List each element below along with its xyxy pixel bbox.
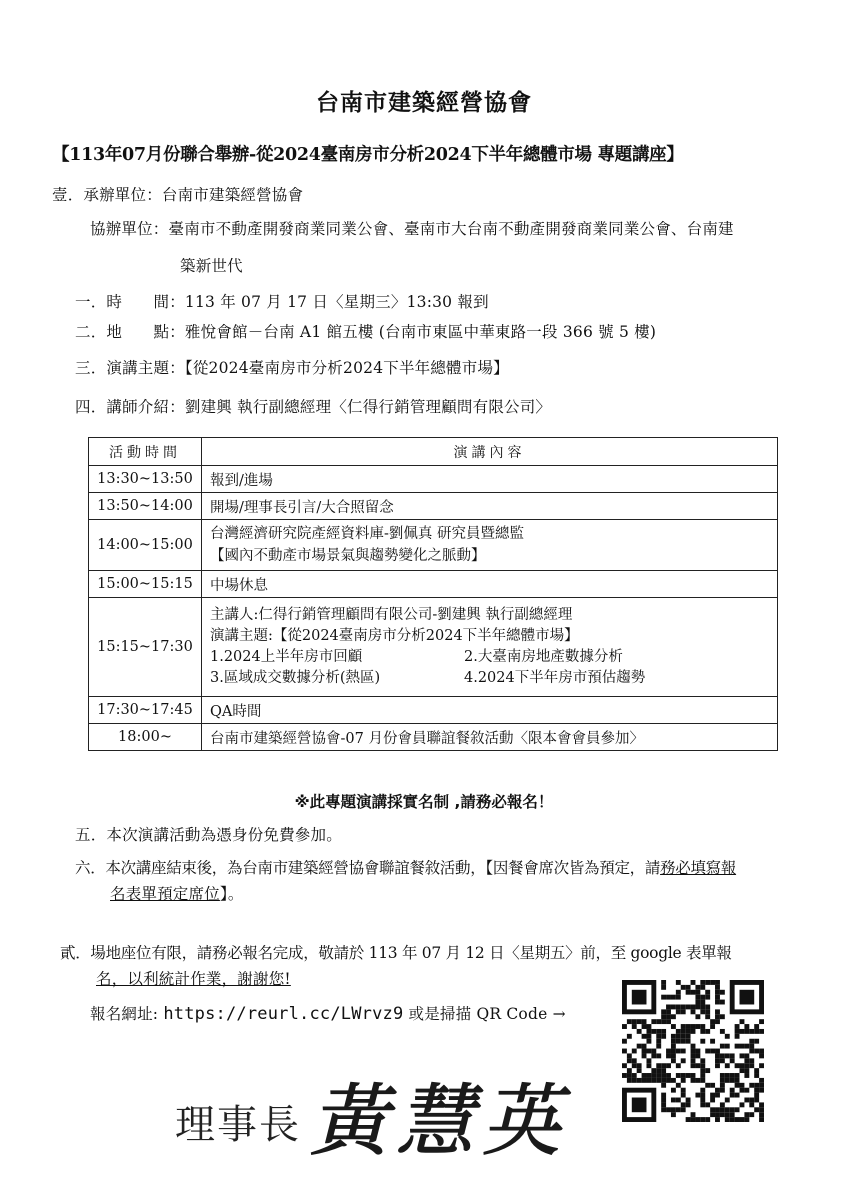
schedule-table — [88, 437, 778, 751]
place-label: 二．地 點： — [75, 323, 185, 341]
qr-hint: 或是掃描 QR Code → — [408, 1005, 566, 1023]
organizer-value: 台南市建築經營協會 — [161, 186, 304, 204]
document-title: 台南市建築經營協會 — [316, 90, 532, 116]
coorganizer-row — [90, 217, 734, 239]
schedule-content: 報到/進場 — [202, 466, 778, 493]
time-value: 113 年 07 月 17 日〈星期三〉13:30 報到 — [184, 293, 489, 311]
header-time: 活動時間 — [89, 438, 202, 466]
schedule-row — [89, 724, 778, 751]
organizer-row — [52, 183, 303, 205]
note-six-text: 六．本次講座結束後，為台南市建築經營協會聯誼餐敘活動，【因餐會席次皆為預定，請 — [75, 859, 661, 877]
topic-outline — [210, 647, 769, 689]
schedule-content — [202, 520, 778, 571]
schedule-content — [202, 598, 778, 697]
place-row — [75, 320, 656, 342]
schedule-time: 18:00~ — [89, 724, 202, 751]
qr-code-image[interactable] — [622, 980, 764, 1122]
signature-name: 黃慧英 — [310, 1077, 569, 1167]
schedule-row — [89, 466, 778, 493]
registration-url-row — [90, 1002, 566, 1024]
note-six-end: 】。 — [219, 885, 244, 903]
session-speaker: 主講人:仁得行銷管理顧問有限公司-劉建興 執行副總經理 — [210, 607, 573, 623]
organizer-label: 壹．承辦單位： — [52, 186, 162, 204]
schedule-row — [89, 697, 778, 724]
schedule-row — [89, 520, 778, 571]
coorganizer-value: 臺南市不動產開發商業同業公會、臺南市大台南不動產開發商業同業公會、台南建 — [168, 220, 734, 238]
schedule-time: 13:50~14:00 — [89, 493, 202, 520]
real-name-notice: ※此專題演講採實名制 ,請務必報名！ — [294, 793, 554, 811]
outline-item: 3.區域成交數據分析(熱區) — [210, 670, 381, 686]
url-label: 報名網址: — [90, 1005, 159, 1023]
outline-item: 1.2024上半年房市回顧 — [210, 649, 363, 665]
registration-note-cont: 名，以利統計作業，謝謝您! — [96, 970, 291, 988]
note-six-cont — [110, 882, 244, 904]
note-five: 五．本次演講活動為憑身份免費參加。 — [75, 826, 342, 844]
schedule-row — [89, 493, 778, 520]
speaker-value: 劉建興 執行副總經理〈仁得行銷管理顧問有限公司〉 — [184, 398, 552, 416]
schedule-time: 15:00~15:15 — [89, 571, 202, 598]
event-subtitle: 【113年07月份聯合舉辦-從2024臺南房市分析2024下半年總體市場 專題講座】 — [52, 145, 684, 165]
coorganizer-label: 協辦單位： — [90, 220, 169, 238]
chairman-signature — [175, 1060, 575, 1170]
schedule-content: 中場休息 — [202, 571, 778, 598]
note-six — [75, 856, 736, 878]
outline-item: 2.大臺南房地產數據分析 — [464, 649, 623, 665]
schedule-header-row — [89, 438, 778, 466]
schedule-content: 開場/理事長引言/大合照留念 — [202, 493, 778, 520]
place-value: 雅悅會館－台南 A1 館五樓 (台南市東區中華東路一段 366 號 5 樓) — [184, 323, 657, 341]
schedule-content: QA時間 — [202, 697, 778, 724]
note-six-emphasis-cont: 名表單預定席位 — [110, 885, 220, 903]
speaker-row — [75, 395, 551, 417]
schedule-row — [89, 598, 778, 697]
coorganizer-value-cont: 築新世代 — [180, 257, 243, 275]
topic-value: 【從2024臺南房市分析2024下半年總體市場】 — [184, 359, 509, 377]
header-content: 演講內容 — [202, 438, 778, 466]
note-six-emphasis: 務必填寫報 — [660, 859, 737, 877]
signature-title: 理事長 — [175, 1102, 301, 1148]
topic-label: 三．演講主題： — [75, 359, 185, 377]
schedule-time: 14:00~15:00 — [89, 520, 202, 571]
time-label: 一．時 間： — [75, 293, 185, 311]
schedule-content: 台南市建築經營協會-07 月份會員聯誼餐敘活動〈限本會會員參加〉 — [202, 724, 778, 751]
time-row — [75, 290, 489, 312]
registration-note: 貳．場地座位有限，請務必報名完成，敬請於 113 年 07 月 12 日〈星期五〉前，至 google 表單報 — [60, 944, 732, 962]
session-topic: 【國內不動產市場景氣與趨勢變化之脈動】 — [210, 548, 486, 564]
schedule-time: 17:30~17:45 — [89, 697, 202, 724]
schedule-row — [89, 571, 778, 598]
schedule-time: 15:15~17:30 — [89, 598, 202, 697]
speaker-label: 四．講師介紹： — [75, 398, 185, 416]
session-speaker: 台灣經濟研究院產經資料庫-劉佩真 研究員暨總監 — [210, 526, 525, 542]
topic-row — [75, 356, 509, 378]
registration-link[interactable]: https://reurl.cc/LWrvz9 — [163, 1004, 404, 1024]
session-topic: 演講主題:【從2024臺南房市分析2024下半年總體市場】 — [210, 628, 579, 644]
schedule-time: 13:30~13:50 — [89, 466, 202, 493]
outline-item: 4.2024下半年房市預估趨勢 — [464, 670, 646, 686]
